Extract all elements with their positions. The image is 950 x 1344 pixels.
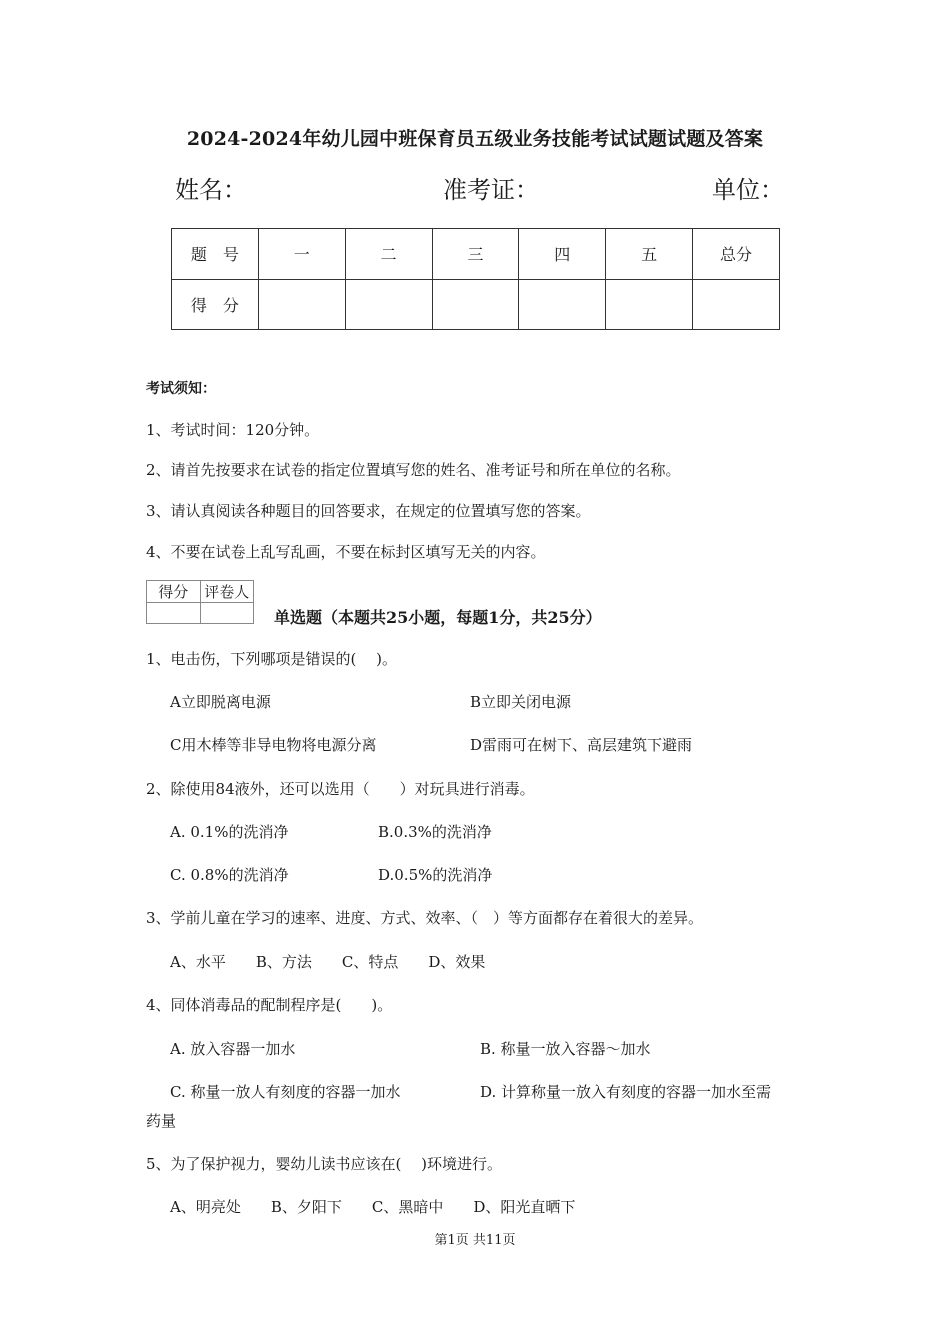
score-table-header-cell: 五	[606, 229, 693, 280]
exam-id-field-label: 准考证：	[443, 176, 539, 204]
score-cell[interactable]	[519, 279, 606, 330]
question-3: 3、学前儿童在学习的速率、进度、方式、效率、（ ）等方面都存在着很大的差异。	[146, 909, 704, 927]
score-cell[interactable]	[606, 279, 693, 330]
score-cell[interactable]	[693, 279, 780, 330]
grader-reviewer-cell[interactable]	[200, 603, 254, 624]
score-cell[interactable]	[345, 279, 432, 330]
question-4-option-d-continued: 药量	[146, 1112, 177, 1130]
unit-field-label: 单位：	[712, 176, 784, 204]
score-table-header-cell: 总分	[693, 229, 780, 280]
question-4: 4、同体消毒品的配制程序是( )。	[146, 996, 393, 1014]
question-5-options[interactable]: A、明亮处 B、夕阳下 C、黑暗中 D、阳光直晒下	[170, 1198, 576, 1216]
score-table-header-cell: 四	[519, 229, 606, 280]
grader-table	[146, 580, 254, 624]
score-table-header-cell: 三	[432, 229, 519, 280]
question-1-option-b[interactable]: B立即关闭电源	[470, 693, 572, 711]
grader-score-label: 得分	[147, 581, 201, 603]
score-cell[interactable]	[258, 279, 345, 330]
score-table-header-cell: 一	[258, 229, 345, 280]
question-1: 1、电击伤，下列哪项是错误的( )。	[146, 650, 398, 668]
score-table-header-cell: 题 号	[172, 229, 259, 280]
notice-item: 2、请首先按要求在试卷的指定位置填写您的姓名、准考证号和所在单位的名称。	[146, 461, 681, 479]
question-3-options[interactable]: A、水平 B、方法 C、特点 D、效果	[170, 953, 486, 971]
question-2-option-c[interactable]: C. 0.8%的洗消净	[170, 866, 289, 884]
question-4-option-c[interactable]: C. 称量一放人有刻度的容器一加水	[170, 1083, 401, 1101]
grader-score-cell[interactable]	[147, 603, 201, 624]
section-title: 单选题（本题共25小题，每题1分，共25分）	[274, 608, 602, 627]
name-field-label: 姓名：	[175, 176, 247, 204]
score-table	[171, 228, 780, 330]
score-table-score-row	[172, 279, 780, 330]
question-4-option-d[interactable]: D. 计算称量一放入有刻度的容器一加水至需	[480, 1083, 772, 1101]
score-table-header-cell: 二	[345, 229, 432, 280]
question-4-option-b[interactable]: B. 称量一放入容器～加水	[480, 1040, 651, 1058]
question-1-option-a[interactable]: A立即脱离电源	[170, 693, 271, 711]
notice-item: 1、考试时间：120分钟。	[146, 421, 320, 439]
page-title: 2024-2024年幼儿园中班保育员五级业务技能考试试题试题及答案	[186, 128, 764, 150]
notice-item: 4、不要在试卷上乱写乱画，不要在标封区填写无关的内容。	[146, 543, 546, 561]
notice-heading: 考试须知：	[146, 381, 216, 397]
question-5: 5、为了保护视力，婴幼儿读书应该在( )环境进行。	[146, 1155, 503, 1173]
question-2-option-b[interactable]: B.0.3%的洗消净	[378, 823, 492, 841]
notice-item: 3、请认真阅读各种题目的回答要求，在规定的位置填写您的答案。	[146, 502, 591, 520]
question-2: 2、除使用84液外，还可以选用（ ）对玩具进行消毒。	[146, 780, 535, 798]
question-2-option-a[interactable]: A. 0.1%的洗消净	[170, 823, 289, 841]
question-4-option-a[interactable]: A. 放入容器一加水	[170, 1040, 296, 1058]
score-table-row-label: 得 分	[172, 279, 259, 330]
score-table-header-row	[172, 229, 780, 280]
page-footer: 第1页 共11页	[434, 1233, 516, 1248]
score-cell[interactable]	[432, 279, 519, 330]
grader-reviewer-label: 评卷人	[200, 581, 254, 603]
question-1-option-d[interactable]: D雷雨可在树下、高层建筑下避雨	[470, 736, 693, 754]
question-2-option-d[interactable]: D.0.5%的洗消净	[378, 866, 493, 884]
question-1-option-c[interactable]: C用木棒等非导电物将电源分离	[170, 736, 377, 754]
